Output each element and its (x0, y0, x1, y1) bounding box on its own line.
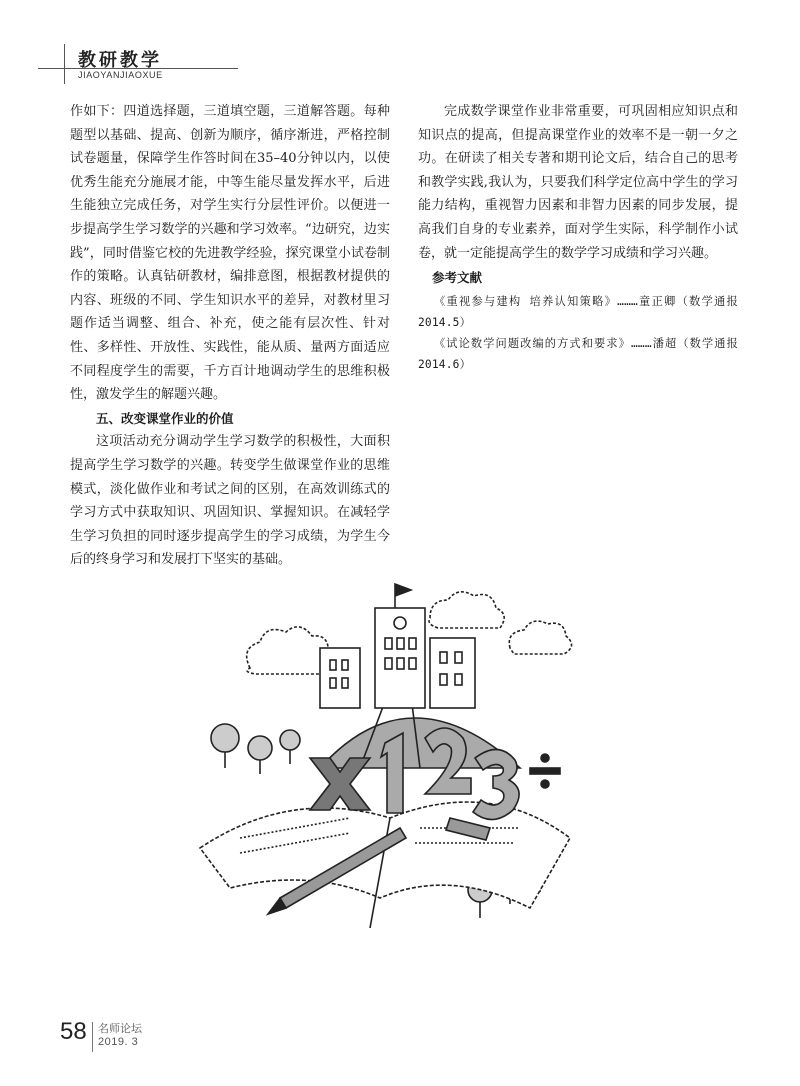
reference-item-1: 《重视参与建构 培养认知策略》………童正卿（数学通报 2014.5） (418, 295, 738, 330)
right-column (418, 100, 738, 375)
page-number: 58 (60, 1018, 87, 1045)
footer-divider (92, 1022, 93, 1052)
left-paragraph-2: 这项活动充分调动学生学习数学的积极性，大面积提高学生学习数学的兴趣。转变学生做课堂作业的思维模式，淡化做作业和考试之间的区别，在高效训练式的学习方式中获取知识、巩固知识、掌握知识。在减轻学生学习负担的同时逐步提高学生的学习成绩，为学生今后的终身学习和发展打下坚实的基础。 (70, 434, 390, 568)
section-heading: 五、改变课堂作业的价值 (96, 410, 234, 426)
footer-magazine-name: 名师论坛 (98, 1022, 142, 1035)
header-subtitle: JIAOYANJIAOXUE (78, 70, 163, 80)
references-heading: 参考文献 (432, 270, 483, 286)
left-column (70, 100, 390, 572)
reference-item-2: 《试论数学问题改编的方式和要求》………潘超（数学通报2014.6） (418, 337, 738, 372)
right-paragraph: 完成数学课堂作业非常重要，可巩固相应知识点和知识点的提高，但提高课堂作业的效率不是一朝一夕之功。在研读了相关专著和期刊论文后，结合自己的思考和教学实践,我认为，只要我们科学定位高中学生的学习能力结构，重视智力因素和非智力因素的同步发展，提高我们自身的专业素养，面对学生实际，科学制作小试卷，就一定能提高学生的数学学习成绩和学习兴趣。 (418, 104, 738, 261)
math-school-illustration (180, 578, 620, 938)
footer-issue-date: 2019. 3 (98, 1036, 139, 1048)
header-vertical-rule (64, 44, 65, 84)
running-header (60, 44, 460, 88)
page-footer (60, 1018, 260, 1058)
header-title: 教研教学 (78, 50, 162, 71)
left-paragraph-1: 作如下：四道选择题，三道填空题，三道解答题。每种题型以基础、提高、创新为顺序，循序渐进，严格控制试卷题量，保障学生作答时间在35–40分钟以内，以使优秀生能充分施展才能，中等生能尽量发挥水平，后进生能独立完成任务，对学生实行分层性评价。以便进一步提高学生学习数学的兴趣和学习效率。“边研究，边实践”，同时借鉴它校的先进教学经验，探究课堂小试卷制作的策略。认真钻研教材，编排意图，根据教材提供的内容、班级的不同、学生知识水平的差异，对教材里习题作适当调整、组合、补充，使之能有层次性、针对性、多样性、开放性、实践性，能从质、量两方面适应不同程度学生的需要，千方百计地调动学生的思维积极性，激发学生的解题兴趣。 (70, 104, 390, 403)
